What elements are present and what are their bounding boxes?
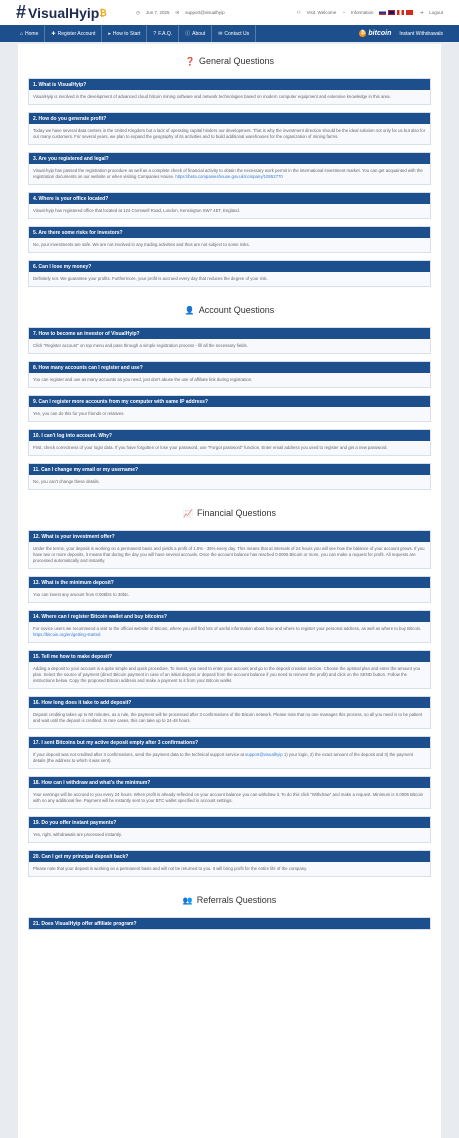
instant-withdrawals-text: Instant Withdrawals: [399, 30, 443, 37]
faq-question[interactable]: 8. How many accounts can I register and use?: [29, 362, 430, 373]
faq-item: [28, 152, 431, 185]
users-icon: 👥: [182, 895, 193, 905]
user-plus-icon: ✚: [51, 30, 56, 37]
faq-question[interactable]: 17. I sent Bitcoins but my active deposit empty after 3 confirmations?: [29, 737, 430, 748]
section-title-account: 👤 Account Questions: [184, 305, 275, 315]
faq-answer: Deposit crediting takes up to 60 minutes, as a rule, the payment will be processed after 3 confirmations of the Bitcoin network. Please note that no one manages this process, so all you need is to be patient and wait until the deposit is credited. In rare cases, this can take up to 24-48 hours.: [29, 708, 430, 728]
flag-uk-icon[interactable]: [388, 10, 395, 15]
companies-house-link[interactable]: https://beta.companieshouse.gov.uk/company/10852770: [175, 174, 283, 179]
faq-item: [28, 463, 431, 490]
faq-item: [28, 78, 431, 105]
faq-question[interactable]: 15. Tell me how to make deposit?: [29, 651, 430, 662]
faq-answer: You can register and use as many accounts as you need, just don't abuse the use of affiliate link during registration.: [29, 373, 430, 387]
faq-answer: Definitely not. We guarantee your profits. Furthermore, your profit is accrued every day that reduces the degree of your risk.: [29, 272, 430, 286]
faq-item: [28, 226, 431, 253]
section-title-financial: 📈 Financial Questions: [182, 508, 276, 518]
nav-faq[interactable]: ? F.A.Q.: [147, 25, 179, 42]
nav-register[interactable]: ✚ Register Account: [45, 25, 102, 42]
info-icon: ⓘ: [185, 31, 191, 37]
faq-question[interactable]: 10. I can't log into account. Why?: [29, 430, 430, 441]
faq-question[interactable]: 4. Where is your office located?: [29, 193, 430, 204]
chat-icon: ✉: [218, 30, 223, 37]
faq-question[interactable]: 18. How can I withdraw and what's the minimum?: [29, 777, 430, 788]
faq-item: [28, 736, 431, 769]
faq-item: [28, 650, 431, 689]
faq-question[interactable]: 16. How long does it take to add deposit?: [29, 697, 430, 708]
faq-question[interactable]: 3. Are you registered and legal?: [29, 153, 430, 164]
faq-question[interactable]: 14. Where can I register Bitcoin wallet and buy bitcoins?: [29, 611, 430, 622]
faq-item: [28, 192, 431, 219]
faq-item: [28, 112, 431, 145]
section-title-general: ❓ General Questions: [184, 56, 274, 66]
bitcoin-mini-icon: ₿: [99, 7, 107, 18]
faq-answer: Yes, right, withdrawals are processed instantly.: [29, 828, 430, 842]
calendar-icon: ◷: [136, 9, 140, 15]
faq-item: [28, 816, 431, 843]
question-circle-icon: ❓: [184, 56, 195, 66]
home-icon: ⌂: [20, 30, 24, 37]
flag-cn-icon[interactable]: [406, 10, 413, 15]
faq-item: [28, 610, 431, 643]
bitcoin-icon: ₿: [360, 30, 365, 36]
faq-question[interactable]: 12. What is your investment offer?: [29, 531, 430, 542]
faq-item: [28, 429, 431, 456]
faq-answer: No, your investments are safe. We are not involved in any trading activities and thus are not subject to some risks.: [29, 238, 430, 252]
faq-item: [28, 530, 431, 569]
nav-how-to-start[interactable]: ▸ How to Start: [102, 25, 147, 42]
faq-question[interactable]: 21. Does VisualHyip offer affiliate program?: [29, 918, 430, 929]
main-nav: [0, 25, 459, 42]
play-icon: ▸: [108, 30, 111, 37]
faq-answer: For novice users we recommend a visit to the official website of Bitcoin, where you will find lots of useful information about how and where to register your personal address, as well as where to buy Bitcoin. https://bitcoin.org/en/getting-started: [29, 622, 430, 642]
faq-answer: Please note that your deposit is working on a permanent basis and will not be returned to you. It will bring profit for the entire life of the company.: [29, 862, 430, 876]
faq-item: [28, 776, 431, 809]
bitcoin-org-link[interactable]: https://bitcoin.org/en/getting-started: [33, 632, 101, 637]
mail-icon: ✉: [175, 9, 180, 15]
flag-ru-icon[interactable]: [379, 10, 386, 15]
faq-item: [28, 696, 431, 729]
brand-name: VisualHyip: [28, 4, 100, 21]
support-email-link[interactable]: support@visualhyip: [245, 752, 283, 757]
faq-answer: Adding a deposit to your account is a quite simple and quick procedure. To invest, you need to enter your account and go to the deposit creation section. Choose the optimal plan and enter the amount you plan. Select the source of payment (direct Bitcoin payment in case of an initial deposit or deposit from the account balance if you need to reinvest the profit) and click on the SEND button. Follow the instructions below. Copy the proposed Bitcoin address and make a payment to it from your Bitcoin wallet.: [29, 662, 430, 688]
bell-icon: ◔: [342, 10, 345, 15]
faq-question[interactable]: 1. What is VisualHyip?: [29, 79, 430, 90]
faq-question[interactable]: 11. Can I change my email or my username?: [29, 464, 430, 475]
logo-mark: #: [16, 2, 27, 22]
faq-answer: Visual-hyip has passed the registration procedure as well as a complete check of financial activity to obtain the necessary work permit in the international investment market. You can get acquainted with the registration documents on our website or when visiting Companies House. https://beta.companieshouse.gov.uk/company/10852770: [29, 164, 430, 184]
faq-answer: Click "Register account" on top menu and pass through a simple registration process - fill all the necessary fields.: [29, 339, 430, 353]
faq-content: [18, 44, 441, 1138]
faq-answer: Under the terms, your deposit is working on a permanent basis and yields a profit of 1.5% - 35% every day. This means that at intervals of 24 hours you will see how the balance of your account grows. If you have two or more deposits, it means that during the day you will have several accruals. Once the account balance has reached 0.0005 Bitcoin or more, you can make a request for profit. All requests are processed automatically and instantly.: [29, 542, 430, 568]
faq-item: [28, 850, 431, 877]
section-title-referrals: 👥 Referrals Questions: [182, 895, 277, 905]
faq-question[interactable]: 20. Can I get my principal deposit back?: [29, 851, 430, 862]
user-icon: ⚇: [296, 9, 301, 15]
chart-line-icon: 📈: [182, 508, 193, 518]
logo[interactable]: [16, 2, 136, 23]
faq-question[interactable]: 13. What is the minimum deposit?: [29, 577, 430, 588]
faq-item: [28, 395, 431, 422]
faq-answer: Your earnings will be accrued to you every 24 hours. When profit is already reflected on your account balance you can withdraw it. To do this click "Withdraw" and make a request. Minimum is 0.0005 Bitcoin with no any additional fee. Payment will be instantly sent to your BTC wallet specified in account settings.: [29, 788, 430, 808]
nav-home[interactable]: ⌂ Home: [16, 25, 45, 42]
nav-contact[interactable]: ✉ Contact Us: [212, 25, 256, 42]
language-flags[interactable]: [379, 10, 413, 15]
faq-question[interactable]: 19. Do you offer instant payments?: [29, 817, 430, 828]
info-link[interactable]: Information: [350, 10, 374, 15]
faq-question[interactable]: 5. Are there some risks for investors?: [29, 227, 430, 238]
faq-item: [28, 361, 431, 388]
question-icon: ?: [153, 30, 157, 37]
support-email[interactable]: support@visualhyip: [185, 10, 225, 15]
faq-item: [28, 260, 431, 287]
logout-icon: ⇥: [419, 9, 424, 15]
faq-answer: You can invest any amount from 0.005btc to 30btc.: [29, 588, 430, 602]
faq-question[interactable]: 2. How do you generate profit?: [29, 113, 430, 124]
faq-item: [28, 917, 431, 930]
faq-item: [28, 327, 431, 354]
faq-question[interactable]: 9. Can I register more accounts from my computer with same IP address?: [29, 396, 430, 407]
faq-question[interactable]: 6. Can I lose my money?: [29, 261, 430, 272]
faq-answer: Visual-hyip has registered office that located at 124 Cromwell Road, London, Kensington SW7 4ET, England.: [29, 204, 430, 218]
faq-question[interactable]: 7. How to become an investor of VisualHyip?: [29, 328, 430, 339]
date-text: Jun 7, 2025: [145, 10, 170, 15]
faq-answer: No, you can't change these details.: [29, 475, 430, 489]
top-bar: [0, 0, 459, 25]
nav-about[interactable]: ⓘ About: [179, 25, 212, 42]
flag-other-icon[interactable]: [397, 10, 404, 15]
logout-link[interactable]: Logout: [429, 10, 443, 15]
faq-item: [28, 576, 431, 603]
visitor-text: Visit. Welcome: [306, 10, 337, 15]
bitcoin-badge: ₿ bitcoin: [360, 30, 392, 37]
faq-answer: First, check correctness of your login data. If you have forgotten or lose your password, use "Forgot password" function. Enter email address you used to register and get a new password.: [29, 441, 430, 455]
faq-answer: VisualHyip is involved in the development of advanced cloud bitcoin mining software and network technologies based on modern computer equipment and extensive knowledge in this area.: [29, 90, 430, 104]
user-outline-icon: 👤: [184, 305, 195, 315]
faq-answer: Yes, you can do this for your friends or relatives.: [29, 407, 430, 421]
faq-answer: If your deposit was not credited after 3 confirmations, send the payment data to the technical support service at support@visualhyip 1) your login, 2) the exact amount of the deposit and 3) the payment details (the address to which it was sent).: [29, 748, 430, 768]
faq-answer: Today we have several data centers in the United Kingdom but a lack of operating capital hinders our development. That is why the investment direction should be the ideal solution not only for us but also for our many customers. For several years, we plan to expand the geography of its activities and to build additional warehouses for the organization of mining farms.: [29, 124, 430, 144]
